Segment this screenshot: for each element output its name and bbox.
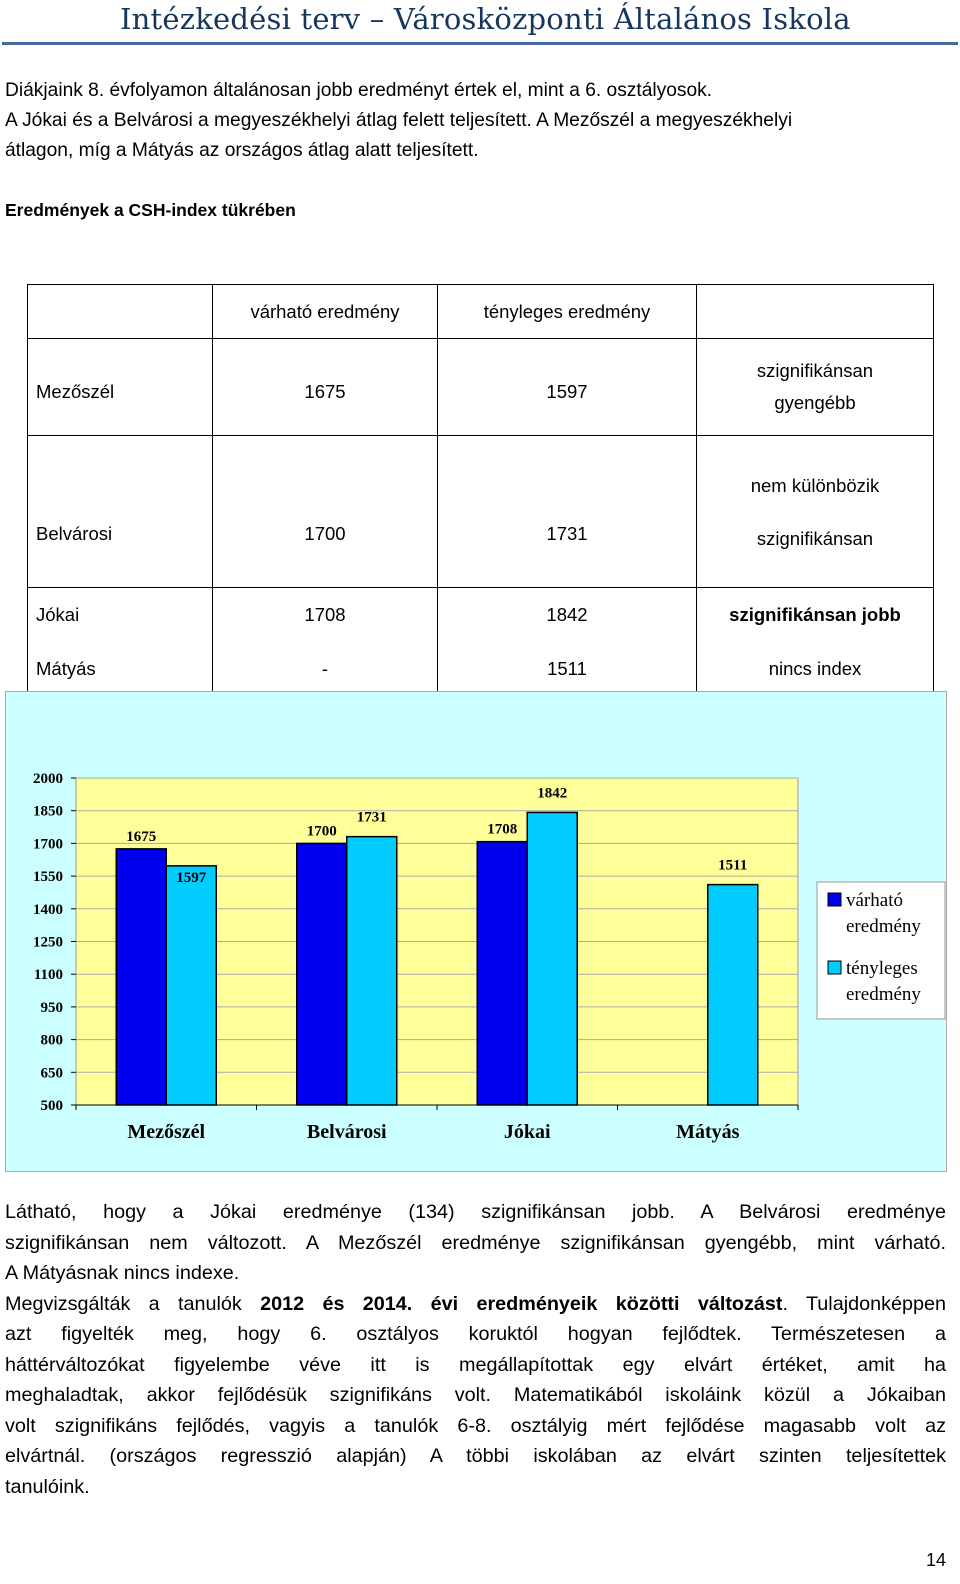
data-label: 1842 xyxy=(537,785,568,802)
y-tick-label: 650 xyxy=(40,1065,63,1082)
verdict-line: szignifikánsan xyxy=(756,527,874,549)
expected-value: 1675 xyxy=(213,339,438,436)
verdict-line: szignifikánsan xyxy=(756,360,874,381)
data-label: 1511 xyxy=(718,857,748,874)
legend-label: várható xyxy=(846,890,903,911)
y-tick-label: 1700 xyxy=(33,836,63,853)
verdict: szignifikánsan jobb xyxy=(697,588,934,643)
data-label: 1675 xyxy=(126,828,157,845)
body-text-run: Megvizsgálták a tanulók xyxy=(5,1292,261,1315)
header-divider xyxy=(2,42,958,45)
y-tick-label: 1100 xyxy=(33,967,63,984)
verdict-line: gyengébb xyxy=(774,392,856,413)
intro-line-3: átlagon, míg a Mátyás az országos átlag alatt teljesített. xyxy=(5,140,479,161)
x-category-label: Belvárosi xyxy=(306,1121,387,1143)
y-tick-label: 1250 xyxy=(33,934,63,951)
y-tick-label: 2000 xyxy=(33,771,63,787)
bar-chart-svg xyxy=(6,692,946,1171)
table-header-cell: várható eredmény xyxy=(213,285,438,339)
body-line: elvártnál. (országos regresszió alapján) A többi iskolában az elvárt szinten teljesítettek xyxy=(5,1445,946,1467)
y-tick-label: 950 xyxy=(40,999,63,1016)
intro-line-2: A Jókai és a Belvárosi a megyeszékhelyi átlag felett teljesített. A Mezőszél a megyeszékhelyi xyxy=(5,110,793,131)
school-name: Jókai xyxy=(28,588,213,643)
verdict: nincs index xyxy=(697,642,934,719)
bar xyxy=(116,849,166,1105)
bar xyxy=(297,843,347,1105)
expected-value: 1700 xyxy=(213,436,438,588)
legend-swatch xyxy=(828,893,841,906)
data-label: 1731 xyxy=(356,809,387,826)
bar xyxy=(347,837,397,1105)
y-tick-label: 800 xyxy=(40,1032,63,1049)
legend-label: eredmény xyxy=(846,984,921,1005)
results-table xyxy=(27,284,934,719)
school-name: Belvárosi xyxy=(28,436,213,588)
section-title: Eredmények a CSH-index tükrében xyxy=(5,200,296,220)
bar xyxy=(166,866,216,1105)
body-line xyxy=(5,1289,946,1320)
data-label: 1708 xyxy=(487,821,518,838)
verdict-line: nem különbözik xyxy=(750,474,880,496)
table-header-cell: tényleges eredmény xyxy=(438,285,697,339)
bar xyxy=(527,812,577,1105)
page-header-title: Intézkedési terv – Városközponti Általános Iskola xyxy=(120,2,851,36)
actual-value: 1731 xyxy=(438,436,697,588)
school-name: Mezőszél xyxy=(28,339,213,436)
body-line: azt figyelték meg, hogy 6. osztályos koruktól hogyan fejlődtek. Természetesen a xyxy=(5,1323,946,1345)
bar xyxy=(708,885,758,1105)
body-text-run: . Tulajdonképpen xyxy=(782,1292,946,1315)
body-line: szignifikánsan nem változott. A Mezőszél eredménye szignifikánsan gyengébb, mint várható. xyxy=(5,1231,946,1254)
y-tick-label: 1850 xyxy=(33,803,63,820)
body-text xyxy=(5,1197,946,1502)
body-line: volt szignifikáns fejlődés, vagyis a tanulók 6-8. osztályig mért fejlődése magasabb volt az xyxy=(5,1414,946,1437)
body-line: tanulóink. xyxy=(5,1475,90,1498)
x-category-label: Mátyás xyxy=(676,1121,740,1143)
x-category-label: Jókai xyxy=(503,1121,551,1143)
table-header-cell xyxy=(697,285,934,339)
data-label: 1597 xyxy=(176,869,207,886)
expected-value: 1708 xyxy=(213,588,438,643)
table-header-cell xyxy=(28,285,213,339)
verdict xyxy=(697,436,934,588)
intro-line-1: Diákjaink 8. évfolyamon általánosan jobb eredményt értek el, mint a 6. osztályosok. xyxy=(5,80,713,101)
actual-value: 1511 xyxy=(438,642,697,719)
actual-value: 1842 xyxy=(438,588,697,643)
body-text-bold: 2012 és 2014. évi eredményeik közötti változást xyxy=(260,1292,783,1315)
results-chart xyxy=(5,691,947,1172)
expected-value: - xyxy=(213,642,438,719)
verdict xyxy=(697,339,934,436)
x-category-label: Mezőszél xyxy=(127,1121,206,1143)
legend-label: eredmény xyxy=(846,916,921,937)
y-tick-label: 1550 xyxy=(33,869,63,886)
bar xyxy=(477,842,527,1105)
data-label: 1700 xyxy=(306,823,337,840)
body-line: meghaladtak, akkor fejlődésük szignifikáns volt. Matematikából iskoláink közül a Jókaiban xyxy=(5,1384,946,1406)
page-number: 14 xyxy=(925,1550,946,1570)
body-line: A Mátyásnak nincs indexe. xyxy=(5,1262,240,1284)
y-tick-label: 500 xyxy=(40,1098,63,1114)
table-row xyxy=(28,339,934,436)
body-line: Látható, hogy a Jókai eredménye (134) szignifikánsan jobb. A Belvárosi eredménye xyxy=(5,1201,946,1223)
body-line: háttérváltozókat figyelembe véve itt is megállapítottak egy elvárt értéket, amit ha xyxy=(5,1353,946,1376)
legend-swatch xyxy=(828,961,841,974)
legend-label: tényleges xyxy=(846,958,918,979)
table-row xyxy=(28,588,934,643)
table-header-row xyxy=(28,285,934,339)
school-name: Mátyás xyxy=(28,642,213,719)
actual-value: 1597 xyxy=(438,339,697,436)
table-row xyxy=(28,436,934,588)
y-tick-label: 1400 xyxy=(33,901,63,918)
